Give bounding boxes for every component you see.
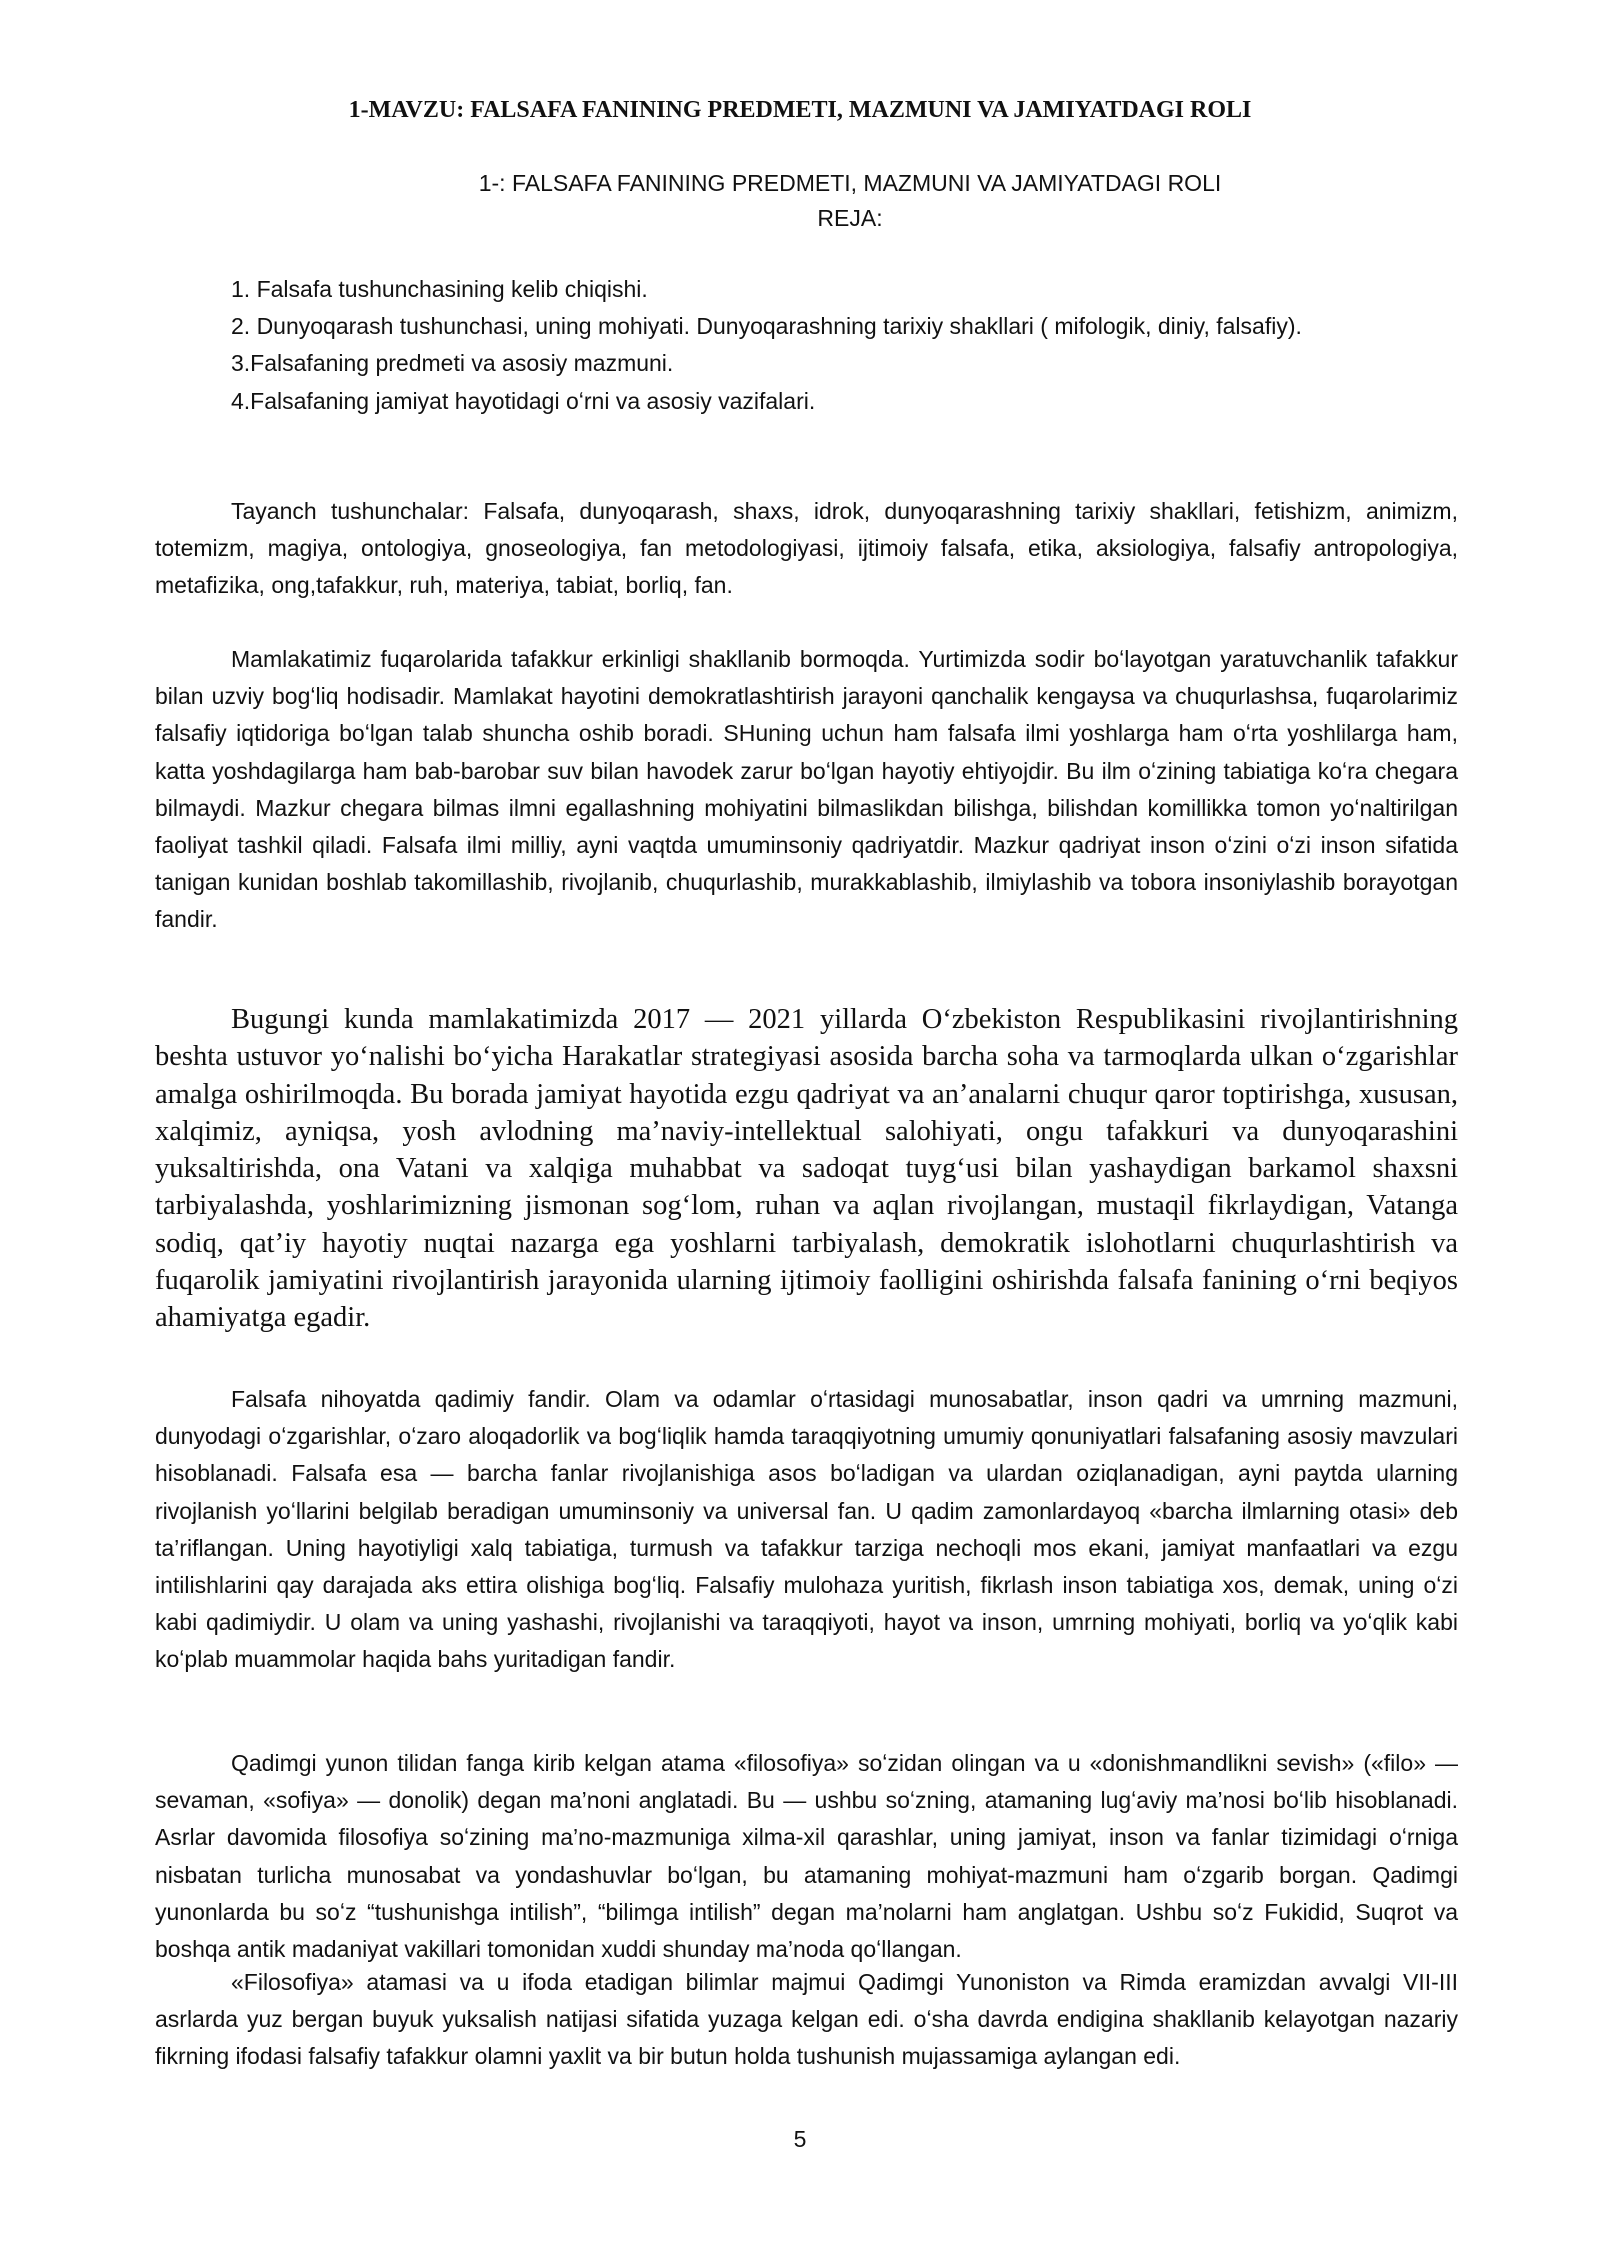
- paragraph-1: Mamlakatimiz fuqarolarida tafakkur erkinligi shakllanib bormoqda. Yurtimizda sodir boʻlayotgan yaratuvchanlik tafakkur bilan uzviy bogʻliq hodisadir. Mamlakat hayotini demokratlashtirish jarayoni qanchalik kengaysa va chuqurlashsa, fuqarolarimiz falsafiy iqtidoriga boʻlgan talab shuncha oshib boradi. SHuning uchun ham falsafa ilmi yoshlarga ham oʻrta yoshlilarga ham, katta yoshdagilarga ham bab-barobar suv bilan havodek zarur boʻlgan hayotiy ehtiyojdir. Bu ilm oʻzining tabiatiga koʻra chegara bilmaydi. Mazkur chegara bilmas ilmni egallashning mohiyatini bilmaslikdan bilishga, bilishdan komillikka tomon yoʻnaltirilgan faoliyat tashkil qiladi. Falsafa ilmi milliy, ayni vaqtda umuminsoniy qadriyatdir. Mazkur qadriyat inson oʻzini oʻzi inson sifatida tanigan kunidan boshlab takomillashib, rivojlanib, chuqurlashib, murakkablashib, ilmiylashib va tobora insoniylashib borayotgan fandir.: [155, 646, 1458, 933]
- plan-item: 1. Falsafa tushunchasining kelib chiqishi.: [231, 276, 648, 302]
- paragraph-3: Falsafa nihoyatda qadimiy fandir. Olam va odamlar oʻrtasidagi munosabatlar, inson qadri va umrning mazmuni, dunyodagi oʻzgarishlar, oʻzaro aloqadorlik va bogʻliqlik hamda taraqqiyotning umumiy qonuniyatlari falsafaning asosiy mavzulari hisoblanadi. Falsafa esa — barcha fanlar rivojlanishiga asos boʻladigan va ulardan oziqlanadigan, ayni paytda ularning rivojlanish yoʻllarini belgilab beradigan umuminsoniy va universal fan. U qadim zamonlardayoq «barcha ilmlarning otasi» deb ta’riflangan. Uning hayotiyligi xalq tabiatiga, turmush va tafakkur tarziga nechoqli mos ekani, jamiyat manfaatlari va ezgu intilishlarini qay darajada aks ettira olishiga bogʻliq. Falsafiy mulohaza yuritish, fikrlash inson tabiatiga xos, demak, uning oʻzi kabi qadimiydir. U olam va uning yashashi, rivojlanishi va taraqqiyoti, hayot va inson, umrning mohiyati, borliq va yoʻqlik kabi koʻplab muammolar haqida bahs yuritadigan fandir.: [155, 1386, 1458, 1673]
- plan-item: 3.Falsafaning predmeti va asosiy mazmuni.: [231, 350, 674, 377]
- subtitle: 1-: FALSAFA FANINING PREDMETI, MAZMUNI VA JAMIYATDAGI ROLI: [478, 170, 1222, 196]
- paragraph-2: Bugungi kunda mamlakatimizda 2017 — 2021 yillarda Oʻzbekiston Respublikasini rivojlantirishning beshta ustuvor yoʻnalishi boʻyicha Harakatlar strategiyasi asosida barcha soha va tarmoqlarda ulkan oʻzgarishlar amalga oshirilmoqda. Bu borada jamiyat hayotida ezgu qadriyat va an’analarni chuqur qaror toptirishga, xususan, xalqimiz, ayniqsa, yosh avlodning ma’naviy-intellektual salohiyati, ongu tafakkuri va dunyoqarashini yuksaltirishda, ona Vatani va xalqiga muhabbat va sadoqat tuygʻusi bilan yashaydigan barkamol shaxsni tarbiyalashda, yoshlarimizning jismonan sogʻlom, ruhan va aqlan rivojlangan, mustaqil fikrlaydigan, Vatanga sodiq, qat’iy hayotiy nuqtai nazarga ega yoshlarni tarbiyalash, demokratik islohotlarni chuqurlashtirish va fuqarolik jamiyatini rivojlantirish jarayonida ularning ijtimoiy faolligini oshirishda falsafa fanining oʻrni beqiyos ahamiyatga egadir.: [155, 1004, 1458, 1334]
- page-title: 1-MAVZU: FALSAFA FANINING PREDMETI, MAZMUNI VA JAMIYATDAGI ROLI: [348, 97, 1252, 123]
- paragraph-4: Qadimgi yunon tilidan fanga kirib kelgan atama «filosofiya» soʻzidan olingan va u «donishmandlikni sevish» («filo» — sevaman, «sofiya» — donolik) degan ma’noni anglatadi. Bu — ushbu soʻzning, atamaning lugʻaviy ma’nosi boʻlib hisoblanadi. Asrlar davomida filosofiya soʻzining ma’no-mazmuniga xilma-xil qarashlar, uning jamiyat, inson va fanlar tizimidagi oʻrniga nisbatan turlicha munosabat va yondashuvlar boʻlgan, bu atamaning mohiyat-mazmuni ham oʻzgarib borgan. Qadimgi yunonlarda bu soʻz “tushunishga intilish”, “bilimga intilish” degan ma’nolarni ham anglatgan. Ushbu soʻz Fukidid, Suqrot va boshqa antik madaniyat vakillari tomonidan xuddi shunday ma’noda qoʻllangan.: [155, 1750, 1458, 1963]
- key-concepts: Tayanch tushunchalar: Falsafa, dunyoqarash, shaxs, idrok, dunyoqarashning tarixiy shakllari, fetishizm, animizm, totemizm, magiya, ontologiya, gnoseologiya, fan metodologiyasi, ijtimoiy falsafa, etika, aksiologiya, falsafiy antropologiya, metafizika, ong,tafakkur, ruh, materiya, tabiat, borliq, fan.: [155, 498, 1458, 599]
- plan-item: 2. Dunyoqarash tushunchasi, uning mohiyati. Dunyoqarashning tarixiy shakllari ( mifologik, diniy, falsafiy).: [231, 313, 1302, 340]
- plan-list: [155, 271, 1458, 420]
- page-number: 5: [793, 2126, 807, 2152]
- paragraph-5: «Filosofiya» atamasi va u ifoda etadigan bilimlar majmui Qadimgi Yunoniston va Rimda eramizdan avvalgi VII-III asrlarda yuz bergan buyuk yuksalish natijasi sifatida yuzaga kelgan edi. oʻsha davrda endigina shakllanib kelayotgan nazariy fikrning ifodasi falsafiy tafakkur olamni yaxlit va bir butun holda tushunish mujassamiga aylangan edi.: [155, 1969, 1458, 2070]
- plan-item: 4.Falsafaning jamiyat hayotidagi oʻrni va asosiy vazifalari.: [231, 387, 816, 414]
- subtitle-block: [420, 166, 1280, 236]
- plan-heading: REJA:: [817, 205, 883, 231]
